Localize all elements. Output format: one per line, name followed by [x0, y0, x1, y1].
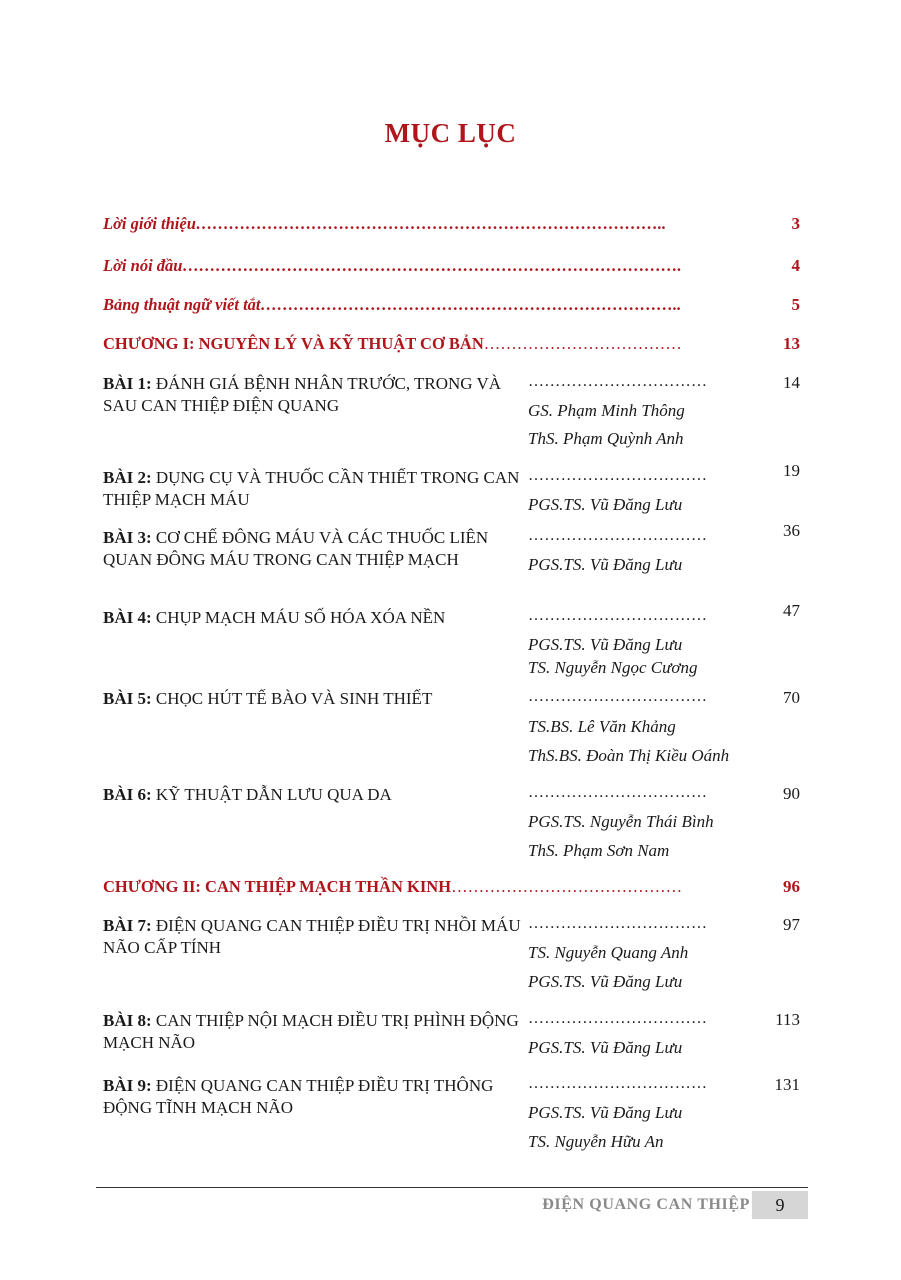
footer-page-number: 9 — [752, 1191, 808, 1219]
page-number: 14 — [783, 373, 800, 392]
page-number: 3 — [791, 214, 800, 233]
author: PGS.TS. Vũ Đăng Lưu — [528, 555, 683, 574]
lesson-prefix: BÀI 1: — [103, 374, 152, 393]
page-number: 113 — [775, 1010, 800, 1029]
toc-entry-abbreviations[interactable] — [103, 295, 681, 315]
author: TS.BS. Lê Văn Khảng — [528, 717, 676, 736]
author: TS. Nguyễn Ngọc Cương — [528, 658, 698, 677]
toc-lesson-5[interactable] — [103, 688, 523, 710]
author: ThS. Phạm Quỳnh Anh — [528, 429, 684, 448]
toc-entry-intro[interactable] — [103, 214, 666, 234]
entry-label: Bảng thuật ngữ viết tắt — [103, 295, 261, 314]
author: PGS.TS. Vũ Đăng Lưu — [528, 635, 683, 654]
lesson-title: KỸ THUẬT DẪN LƯU QUA DA — [155, 785, 392, 804]
toc-lesson-2[interactable] — [103, 467, 523, 511]
page-title: MỤC LỤC — [384, 118, 517, 148]
entry-label: Lời nói đầu — [103, 256, 183, 275]
leader-dots: ………………………………………………………………………………. — [182, 256, 682, 275]
leader-dots: …………………………… — [528, 467, 708, 484]
author: PGS.TS. Vũ Đăng Lưu — [528, 1103, 683, 1122]
lesson-prefix: BÀI 3: — [103, 528, 152, 547]
leader-dots: …………………………………… — [451, 877, 683, 896]
lesson-prefix: BÀI 2: — [103, 468, 152, 487]
lesson-title: ĐIỆN QUANG CAN THIỆP ĐIỀU TRỊ NHỒI MÁU NÃO CẤP TÍNH — [103, 916, 521, 957]
lesson-title: CHỌC HÚT TẾ BÀO VÀ SINH THIẾT — [155, 689, 433, 708]
page-number: 4 — [791, 256, 800, 275]
toc-lesson-8[interactable] — [103, 1010, 523, 1054]
toc-lesson-4[interactable] — [103, 607, 523, 629]
lesson-prefix: BÀI 8: — [103, 1011, 152, 1030]
author: ThS. Phạm Sơn Nam — [528, 841, 670, 860]
page-number: 5 — [791, 295, 800, 314]
page-number: 97 — [783, 915, 800, 934]
leader-dots: ………………………………………………………………….. — [260, 295, 682, 314]
leader-dots: …………………………… — [528, 915, 708, 932]
chapter-label: CHƯƠNG I: NGUYÊN LÝ VÀ KỸ THUẬT CƠ BẢN — [103, 334, 484, 353]
author: PGS.TS. Vũ Đăng Lưu — [528, 972, 683, 991]
lesson-prefix: BÀI 7: — [103, 916, 152, 935]
page-number: 70 — [783, 688, 800, 707]
lesson-prefix: BÀI 6: — [103, 785, 152, 804]
lesson-prefix: BÀI 4: — [103, 608, 152, 627]
leader-dots: …………………………… — [528, 607, 708, 624]
chapter-label: CHƯƠNG II: CAN THIỆP MẠCH THẦN KINH — [103, 877, 452, 896]
toc-lesson-7[interactable] — [103, 915, 523, 959]
toc-lesson-3[interactable] — [103, 527, 523, 571]
toc-chapter-2[interactable] — [103, 877, 682, 897]
toc-lesson-1[interactable] — [103, 373, 523, 417]
entry-label: Lời giới thiệu — [103, 214, 196, 233]
leader-dots: …………………………… — [528, 1010, 708, 1027]
page-number: 47 — [783, 601, 800, 620]
page-number: 36 — [783, 521, 800, 540]
lesson-title: CHỤP MẠCH MÁU SỐ HÓA XÓA NỀN — [155, 608, 446, 627]
page-number: 90 — [783, 784, 800, 803]
lesson-prefix: BÀI 5: — [103, 689, 152, 708]
leader-dots: …………………………… — [528, 527, 708, 544]
leader-dots: ………………………………………………………………………….. — [195, 214, 667, 233]
toc-entry-preface[interactable] — [103, 256, 682, 276]
author: PGS.TS. Nguyễn Thái Bình — [528, 812, 714, 831]
toc-lesson-9[interactable] — [103, 1075, 523, 1119]
author: GS. Phạm Minh Thông — [528, 401, 685, 420]
leader-dots: ……………………………… — [483, 334, 682, 353]
lesson-title: DỤNG CỤ VÀ THUỐC CẦN THIẾT TRONG CAN THIỆP MẠCH MÁU — [103, 468, 520, 509]
lesson-title: ĐÁNH GIÁ BỆNH NHÂN TRƯỚC, TRONG VÀ SAU CAN THIỆP ĐIỆN QUANG — [103, 374, 502, 415]
leader-dots: …………………………… — [528, 688, 708, 705]
footer-divider — [96, 1187, 808, 1188]
page-number: 96 — [783, 877, 800, 896]
page-number: 131 — [774, 1075, 800, 1094]
leader-dots: …………………………… — [528, 784, 708, 801]
lesson-prefix: BÀI 9: — [103, 1076, 152, 1095]
author: PGS.TS. Vũ Đăng Lưu — [528, 495, 683, 514]
lesson-title: CAN THIỆP NỘI MẠCH ĐIỀU TRỊ PHÌNH ĐỘNG MẠCH NÃO — [103, 1011, 519, 1052]
toc-lesson-6[interactable] — [103, 784, 523, 806]
page-number: 13 — [783, 334, 800, 353]
leader-dots: …………………………… — [528, 1075, 708, 1092]
author: PGS.TS. Vũ Đăng Lưu — [528, 1038, 683, 1057]
author: ThS.BS. Đoàn Thị Kiều Oánh — [528, 746, 730, 765]
author: TS. Nguyễn Quang Anh — [528, 943, 689, 962]
footer-book-title: ĐIỆN QUANG CAN THIỆP — [542, 1196, 750, 1213]
toc-chapter-1[interactable] — [103, 334, 682, 354]
leader-dots: …………………………… — [528, 373, 708, 390]
author: TS. Nguyễn Hữu An — [528, 1132, 664, 1151]
lesson-title: ĐIỆN QUANG CAN THIỆP ĐIỀU TRỊ THÔNG ĐỘNG TĨNH MẠCH NÃO — [103, 1076, 494, 1117]
page-number: 19 — [783, 461, 800, 480]
lesson-title: CƠ CHẾ ĐÔNG MÁU VÀ CÁC THUỐC LIÊN QUAN ĐÔNG MÁU TRONG CAN THIỆP MẠCH — [103, 528, 489, 569]
